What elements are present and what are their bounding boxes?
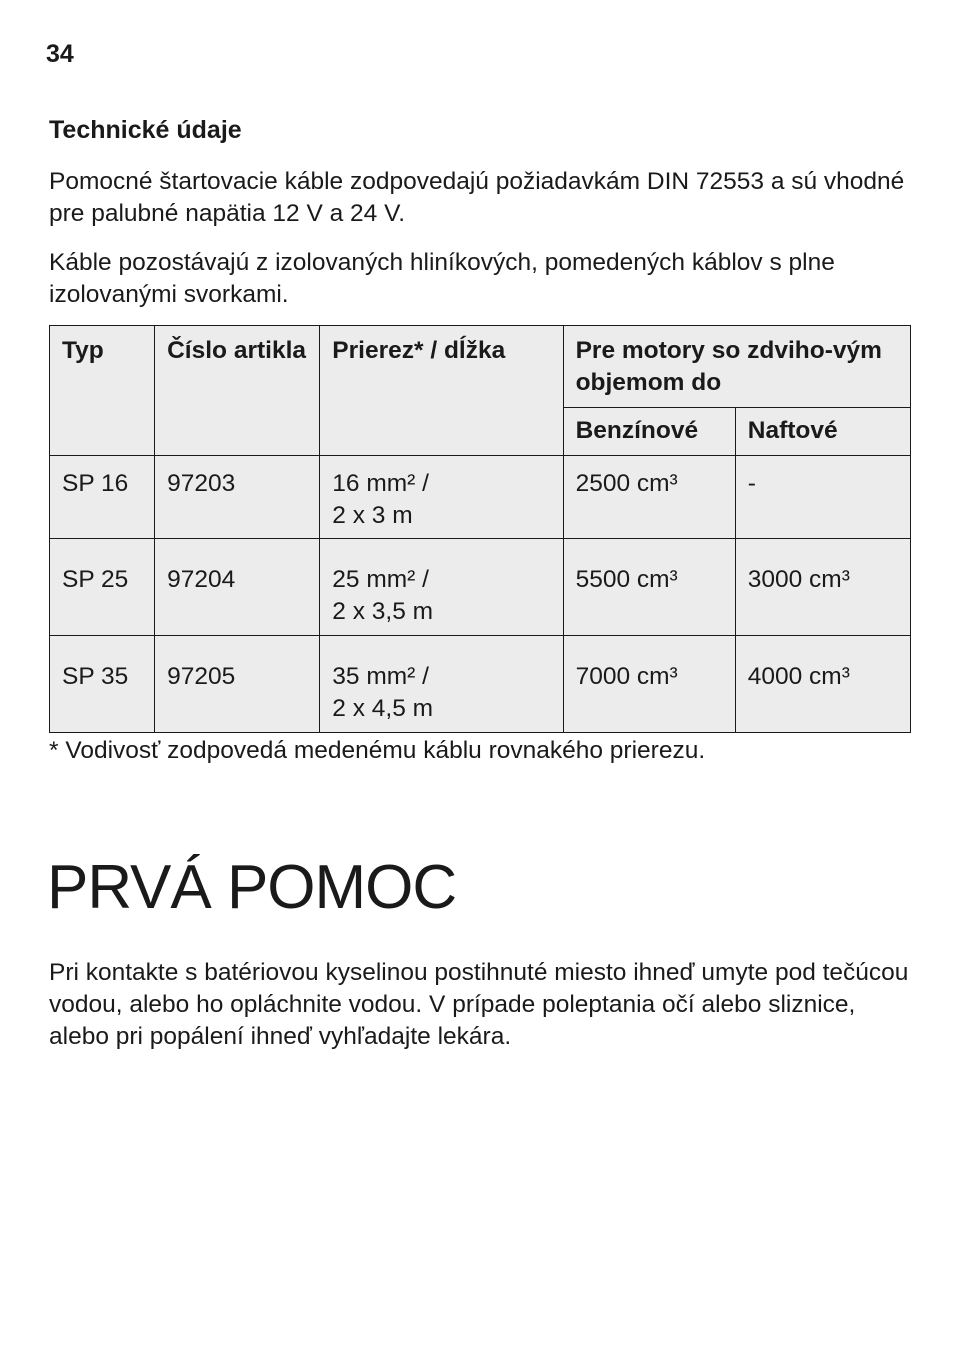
cross-section-value: 35 mm² / [332, 663, 429, 690]
specifications-table [49, 325, 911, 733]
length-value: 2 x 3,5 m [332, 598, 434, 625]
technical-paragraph-2: Káble pozostávajú z izolovaných hliníkových, pomedených káblov s plne izolovanými svorkami. [49, 249, 835, 308]
first-aid-title: PRVÁ POMOC [47, 853, 457, 922]
length-value: 2 x 4,5 m [332, 695, 434, 722]
cell-cross-section [320, 636, 563, 733]
cell-article: 97204 [155, 539, 320, 636]
header-cross-section-length: Prierez* / dĺžka [320, 326, 563, 456]
table-row [50, 539, 911, 636]
cell-petrol: 2500 cm³ [563, 456, 735, 539]
cell-diesel: - [735, 456, 910, 539]
cell-article: 97203 [155, 456, 320, 539]
cell-diesel: 4000 cm³ [735, 636, 910, 733]
header-article-number: Číslo artikla [155, 326, 320, 456]
first-aid-paragraph: Pri kontakte s batériovou kyselinou postihnuté miesto ihneď umyte pod tečúcou vodou, alebo ho opláchnite vodou. V prípade poleptania očí alebo sliznice, alebo pri popálení ihneď vyhľadajte lekára. [49, 959, 909, 1050]
cross-section-value: 16 mm² / [332, 470, 429, 497]
header-engine-capacity: Pre motory so zdviho-vým objemom do [563, 326, 910, 408]
cell-type: SP 25 [50, 539, 155, 636]
table-footnote: * Vodivosť zodpovedá medenému káblu rovnakého prierezu. [49, 737, 706, 764]
cell-type: SP 35 [50, 636, 155, 733]
table-row [50, 636, 911, 733]
length-value: 2 x 3 m [332, 502, 413, 529]
section-heading-technical-data: Technické údaje [49, 116, 242, 144]
page-number: 34 [46, 40, 74, 68]
cell-cross-section [320, 539, 563, 636]
cell-petrol: 7000 cm³ [563, 636, 735, 733]
table-row [50, 456, 911, 539]
header-petrol: Benzínové [563, 408, 735, 456]
header-diesel: Naftové [735, 408, 910, 456]
cell-petrol: 5500 cm³ [563, 539, 735, 636]
cell-cross-section [320, 456, 563, 539]
cell-article: 97205 [155, 636, 320, 733]
technical-paragraph-1: Pomocné štartovacie káble zodpovedajú požiadavkám DIN 72553 a sú vhodné pre palubné napätia 12 V a 24 V. [49, 168, 905, 227]
cell-type: SP 16 [50, 456, 155, 539]
cell-diesel: 3000 cm³ [735, 539, 910, 636]
cross-section-value: 25 mm² / [332, 566, 429, 593]
header-type: Typ [50, 326, 155, 456]
